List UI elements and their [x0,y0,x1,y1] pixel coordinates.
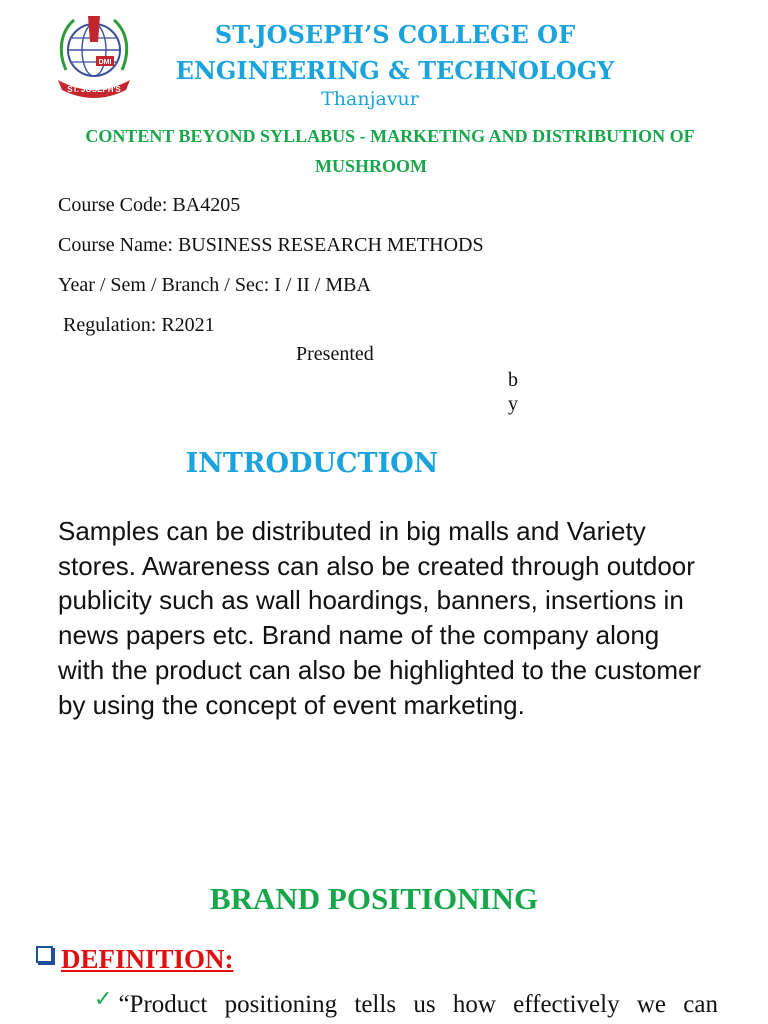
checkmark-icon: ✓ [94,986,113,1011]
college-logo-emblem [52,12,136,100]
introduction-paragraph: Samples can be distributed in big malls and Variety stores. Awareness can also be created through outdoor publicity such as wall hoardings, banners, insertions in news papers etc. Brand name of the company along with the product can also be highlighted to the customer by using the concept of event marketing. [58,516,702,720]
subtitle-line2: MUSHROOM [315,156,427,176]
logo-badge: DMI [98,59,112,66]
presented-by-y: y [508,393,518,415]
college-logo [52,12,136,100]
definition-bullet-row [36,944,234,975]
course-code: Course Code: BA4205 [58,194,241,216]
presented-label: Presented [296,343,374,365]
content-beyond-syllabus-title [50,121,730,181]
subtitle-line1: CONTENT BEYOND SYLLABUS - MARKETING AND DISTRIBUTION OF [85,126,695,146]
logo-ribbon-text: ST. JOSEPH'S [67,85,121,94]
course-regulation: Regulation: R2021 [58,314,215,336]
college-city: Thanjavur [321,88,419,110]
course-name: Course Name: BUSINESS RESEARCH METHODS [58,234,484,256]
college-name-line2: ENGINEERING & TECHNOLOGY [175,56,615,85]
definition-quote-row [94,986,718,1020]
definition-quote: “Product positioning tells us how effectively we can [118,991,718,1018]
presented-by-b: b [508,369,518,391]
introduction-heading: INTRODUCTION [185,448,439,479]
college-name-line1: ST.JOSEPH’S COLLEGE OF [214,20,576,49]
course-year-sem: Year / Sem / Branch / Sec: I / II / MBA [58,274,371,296]
definition-label: DEFINITION: [61,944,234,974]
hollow-square-icon [36,946,53,963]
brand-positioning-heading: BRAND POSITIONING [209,881,539,916]
